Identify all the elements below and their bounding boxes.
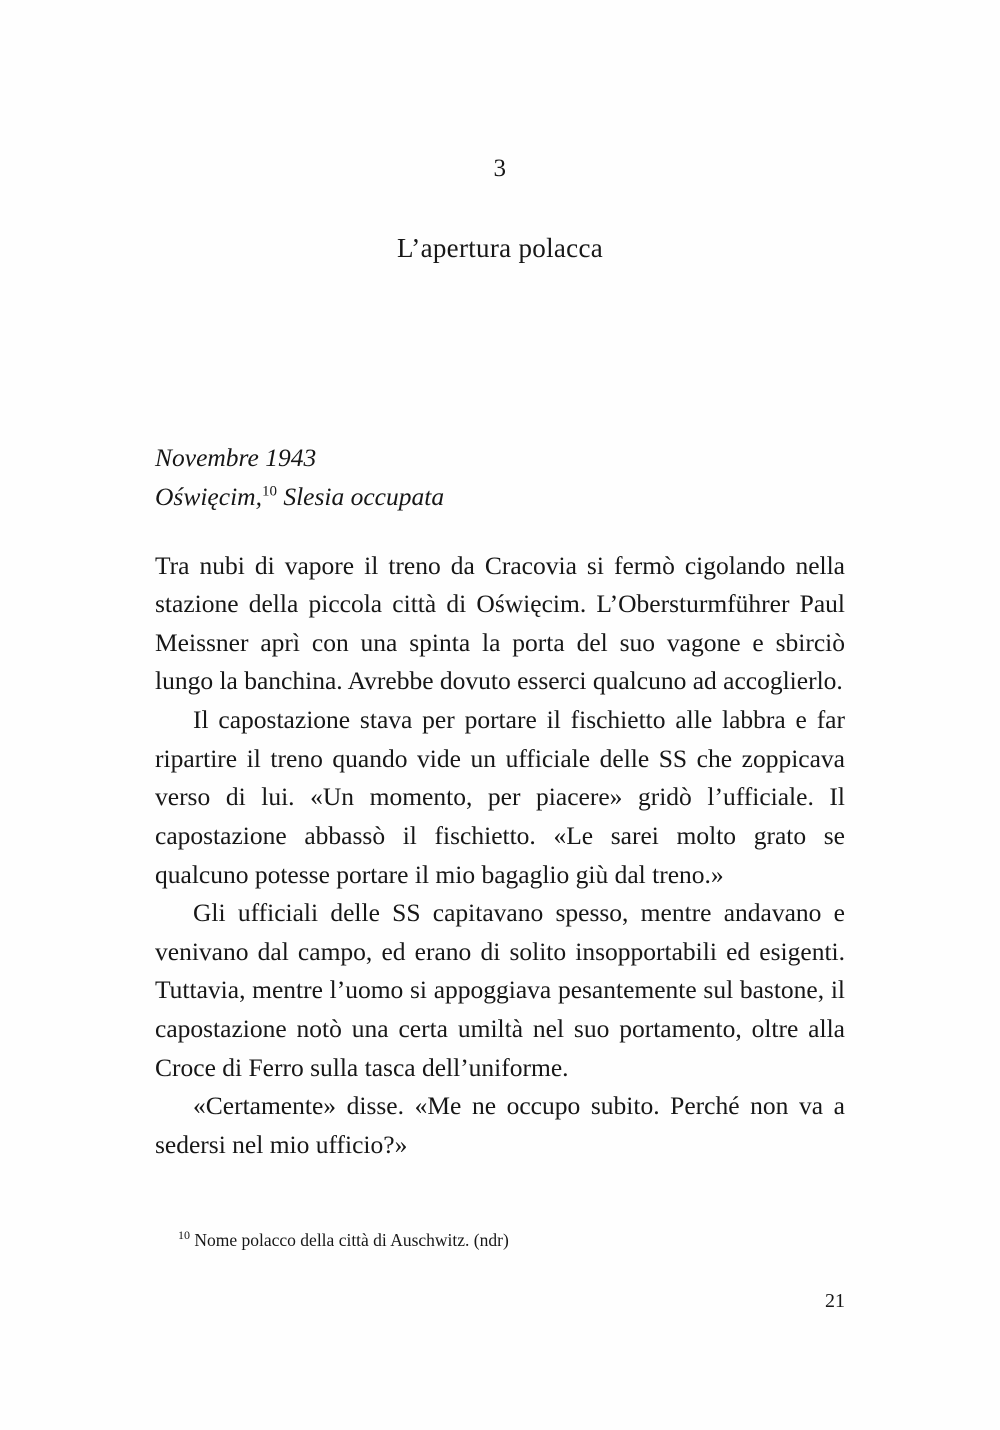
paragraph: Gli ufficiali delle SS capitavano spesso, mentre andavano e venivano dal campo, ed erano di solito insopportabili ed esigenti. Tuttavia, mentre l’uomo si appoggiava pesantemente sul bastone, il capostazione notò una certa umiltà nel suo portamento, oltre alla Croce di Ferro sulla tasca dell’uniforme. [155, 898, 845, 1082]
dateline [155, 439, 845, 517]
dateline-place-text: Oświęcim, [155, 481, 262, 511]
chapter-number: 3 [493, 155, 507, 182]
footnote [178, 1228, 838, 1253]
page-content [155, 0, 845, 1165]
paragraph: Il capostazione stava per portare il fischietto alle labbra e far ripartire il treno quando vide un ufficiale delle SS che zoppicava verso di lui. «Un momento, per piacere» gridò l’ufficiale. Il capostazione abbassò il fischietto. «Le sarei molto grato se qualcuno potesse portare il mio bagaglio giù dal treno.» [155, 705, 845, 889]
body-text [155, 547, 845, 1165]
chapter-title: L’apertura polacca [396, 233, 604, 263]
page-number: 21 [825, 1290, 845, 1312]
paragraph: «Certamente» disse. «Me ne occupo subito. Perché non va a sedersi nel mio ufficio?» [155, 1091, 845, 1159]
dateline-date: Novembre 1943 [155, 443, 317, 472]
footnote-text: Nome polacco della città di Auschwitz. (ndr) [190, 1230, 509, 1250]
dateline-place [155, 478, 845, 517]
footnote-marker: 10 [178, 1228, 190, 1243]
dateline-place-suffix: Slesia occupata [276, 481, 445, 511]
footnote-reference: 10 [261, 483, 277, 500]
paragraph: Tra nubi di vapore il treno da Cracovia si fermò cigolando nella stazione della piccola città di Oświęcim. L’Obersturmführer Paul Meissner aprì con una spinta la porta del suo vagone e sbirciò lungo la banchina. Avrebbe dovuto esserci qualcuno ad accoglierlo. [155, 550, 845, 696]
